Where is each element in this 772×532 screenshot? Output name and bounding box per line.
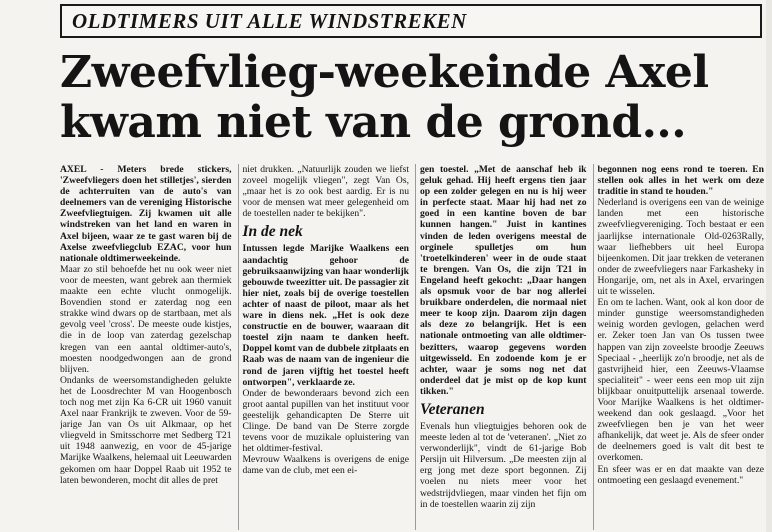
subheading-veteranen: Veteranen [420, 400, 485, 418]
section-kicker: OLDTIMERS UIT ALLE WINDSTREKEN [60, 4, 762, 38]
article-lead: AXEL - Meters brede stickers, 'Zweefvliegers doen het stilletjes', sierden de achterruiten van de auto's van deelnemers van de vereniging Historische Zweefvliegtuigen. Zij kwamen uit alle windstreken van het land en waren in Axel bijeen, waar ze te gast waren bij de Axelse zweefvliegclub EZAC, voor hun nationale oldtimerweekeinde. [60, 164, 232, 264]
paragraph: Maar zo stil behoefde het nu ook weer niet voor de meesten, want gebrek aan thermiek maakte een echte vlucht onmogelijk. Bovendien stond er zaterdag nog een strakke wind dwars op de startbaan, met als gevolg veel 'cross'. De meeste oude kistjes, die in de loop van zaterdag gezelschap kregen van een aantal oldtimer-auto's, moesten noodgedwongen aan de grond blijven. [60, 263, 232, 375]
scan-edge [766, 0, 772, 532]
paragraph: begonnen nog eens rond te toeren. En stellen ook alles in het werk om deze traditie in stand te houden." [597, 164, 764, 198]
paragraph: Nederland is overigens een van de weinige landen met een historische zweefvliegvereniging. Toch bestaat er een jaarlijkse internationale Old-0263Rally, waar liefhebbers uit heel Europa bijeenkomen. Dit jaar trekken de veteranen onder de zweefvliegers naar Farkasheky in Hongarije, om, net als in Axel, ervaringen uit te wisselen. [597, 197, 764, 298]
paragraph: Ondanks de weersomstandigheden gelukte het de Loosdrechter M van Hoogenbosch toch nog met zijn Ka 6-CR uit 1960 vanuit Axel naar Frankrijk te zweven. Voor de 59-jarige Jan van Os uit Alkmaar, op het vliegveld in Smitsschorre met Sedberg T21 uit 1948 aanwezig, en voor de 45-jarige Marijke Waalkens, helemaal uit Leeuwarden gekomen om haar Doppel Raab uit 1952 te laten bewonderen, mocht dit alles de pret [60, 374, 232, 486]
paragraph: Evenals hun vliegtuigjes behoren ook de meeste leden al tot de 'veteranen'. „Niet zo verwonderlijk", vindt de 61-jarige Bob Persijn uit Hilversum. „De meesten zijn al erg jong met deze sport begonnen. Zij voelen nu niets meer voor het wedstrijdvliegen, maar vinden het fijn om in de toestellen waarin zij zijn [420, 420, 587, 510]
subheading-in-de-nek: In de nek [242, 223, 303, 241]
paragraph: Mevrouw Waalkens is overigens de enige dame van de club, met een ei- [242, 454, 409, 477]
headline [60, 48, 760, 148]
paragraph: niet drukken. „Natuurlijk zouden we liefst zoveel mogelijk vliegen", zegt Van Os, „maar het is zo ook best aardig. Er is nu voor de mensen wat meer gelegenheid om de toestellen nader te bekijken". [242, 164, 409, 220]
paragraph: Onder de bewonderaars bevond zich een groot aantal pupillen van het instituut voor geestelijk gehandicapten De Sterre uit Clinge. De band van De Sterre zorgde tevens voor de muzikale opluistering van het oldtimer-festival. [242, 387, 409, 455]
column-1 [60, 164, 232, 530]
article-body [60, 164, 768, 530]
column-3 [415, 164, 587, 530]
headline-line-1: Zweefvlieg-weekeinde Axel [60, 47, 709, 98]
paragraph: gen toestel. „Met de aanschaf heb ik geluk gehad. Hij heeft ergens tien jaar op een zolder gelegen en nu is hij weer in perfecte staat. Maar hij had net zo goed in een kantine boven de bar kunnen hangen." Juist in kantines vinden de leden overigens meestal de orginele spulletjes om hun 'troetelkinderen' weer in de oude staat te brengen. Van Os, die zijn T21 in Engeland heeft gekocht: „Daar hangen als opsmuk voor de bar nog allerlei bruikbare onderdelen, die normaal niet meer te koop zijn. Daarom zijn dagen als deze zo belangrijk. Het is een nationale ontmoeting van alle oldtimer-bezitters, waarop gegevens worden uitgewisseld. En zodoende kom je er achter, waar je soms nog net dat onderdeel dat je mist op de kop kunt tikken." [420, 164, 587, 397]
column-4 [593, 164, 765, 530]
column-2 [238, 164, 410, 530]
paragraph: Intussen legde Marijke Waalkens een aandachtig gehoor de gebruiksaanwijzing van haar wonderlijk gebouwde tweezitter uit. De passagier zit hier niet, zoals bij de overige toestellen achter of naast de piloot, maar als het ware in diens nek. „Het is ook deze constructie en de bouwer, waaraan dit toestel zijn naam te danken heeft. Doppel komt van de dubbele zitplaats en Raab was de naam van de ingenieur die rond de jaren vijftig het toestel heeft ontworpen", verklaarde ze. [242, 243, 409, 388]
paragraph: En sfeer was er en dat maakte van deze ontmoeting een geslaagd evenement." [597, 463, 764, 486]
headline-line-2: kwam niet van de grond... [60, 97, 687, 148]
paragraph: En om te lachen. Want, ook al kon door de minder gunstige weersomstandigheden weinig worden gevlogen, gelachen werd er. Zeker toen Jan van Os tussen twee happen van zijn zoveelste broodje Zeeuws Speciaal - „heerlijk zo'n broodje, net als de gastvrijheid hier, een Zeeuws-Vlaamse specialiteit" - weer eens een mop uit zijn blijkbaar onuitputtelijk arsenaal towerde. Voor Marijke Waalkens is het oldtimer-weekend dan ook geslaagd. „Voor het zweefvliegen ben je van het weer afhankelijk, dat weet je. Als de sfeer onder de deelnemers goed is valt dit best te overkomen. [597, 297, 764, 464]
